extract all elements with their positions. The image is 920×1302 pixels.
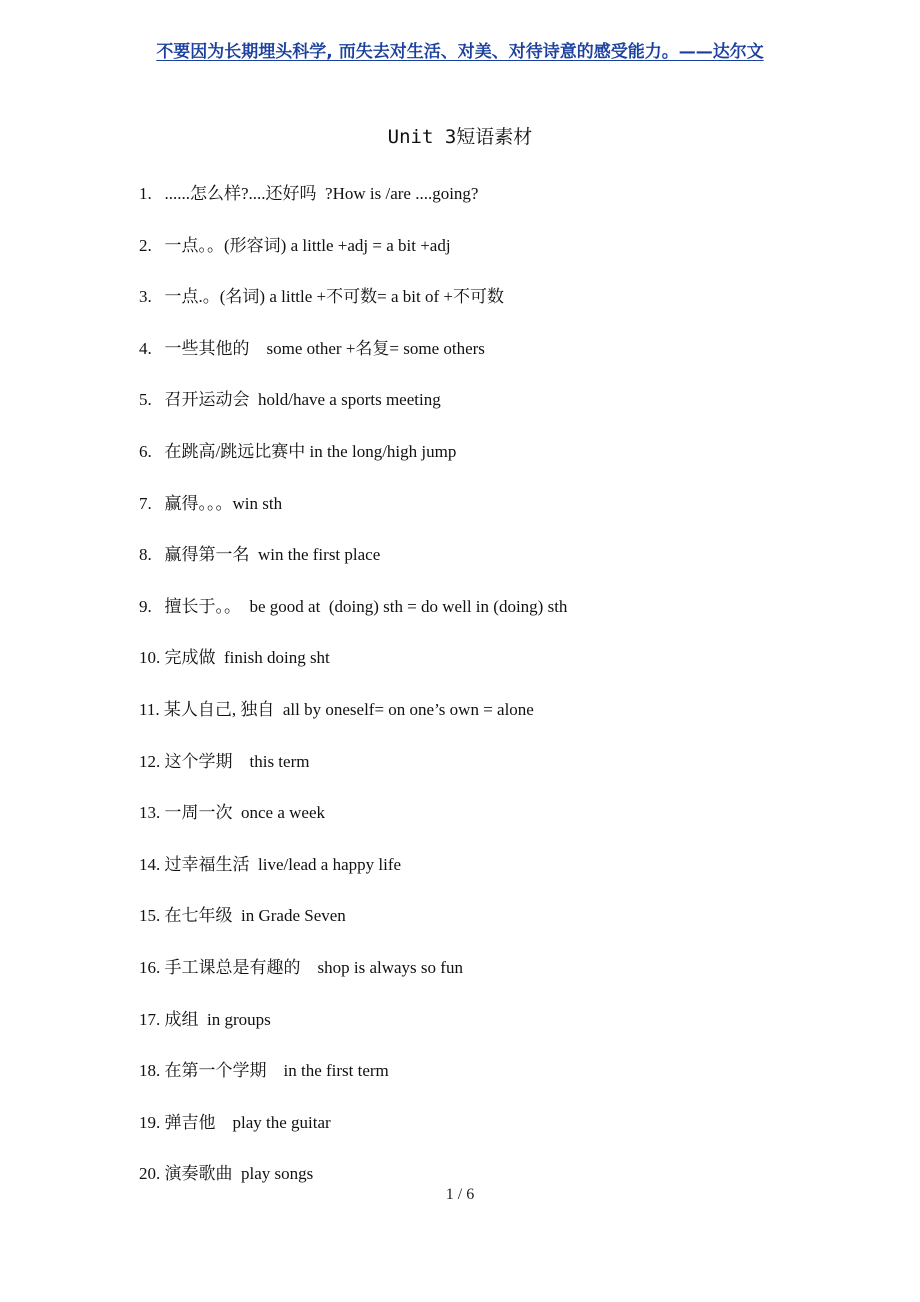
list-item: 20. 演奏歌曲 play songs	[139, 1164, 314, 1184]
list-item: 8. 赢得第一名 win the first place	[139, 545, 381, 565]
list-item: 4. 一些其他的 some other +名复= some others	[139, 338, 485, 358]
list-item: 1. ......怎么样?....还好吗 ?How is /are ....going?	[139, 184, 479, 203]
list-item: 11. 某人自己, 独自 all by oneself= on one’s own = alone	[139, 699, 534, 719]
list-item: 6. 在跳高/跳远比赛中 in the long/high jump	[139, 441, 457, 461]
list-item: 10. 完成做 finish doing sht	[139, 648, 330, 668]
list-item: 18. 在第一个学期 in the first term	[139, 1061, 389, 1081]
header-quote: 不要因为长期埋头科学, 而失去对生活、对美、对待诗意的感受能力。——达尔文	[156, 42, 764, 62]
phrase-list	[139, 181, 839, 1213]
list-item: 12. 这个学期 this term	[139, 751, 310, 771]
list-item: 9. 擅长于。。 be good at (doing) sth = do well in (doing) sth	[139, 596, 568, 616]
list-item: 7. 赢得。。。win sth	[139, 493, 283, 513]
list-item: 2. 一点。。(形容词) a little +adj = a bit +adj	[139, 235, 451, 255]
list-item: 19. 弹吉他 play the guitar	[139, 1112, 331, 1132]
page-title: Unit 3短语素材	[387, 126, 533, 148]
list-item: 14. 过幸福生活 live/lead a happy life	[139, 854, 402, 874]
page-number: 1 / 6	[445, 1186, 475, 1203]
list-item: 17. 成组 in groups	[139, 1009, 271, 1029]
list-item: 13. 一周一次 once a week	[139, 803, 326, 823]
list-item: 5. 召开运动会 hold/have a sports meeting	[139, 390, 441, 410]
list-item: 15. 在七年级 in Grade Seven	[139, 906, 346, 926]
list-item: 16. 手工课总是有趣的 shop is always so fun	[139, 957, 463, 977]
list-item: 3. 一点.。(名词) a little +不可数= a bit of +不可数	[139, 287, 504, 307]
